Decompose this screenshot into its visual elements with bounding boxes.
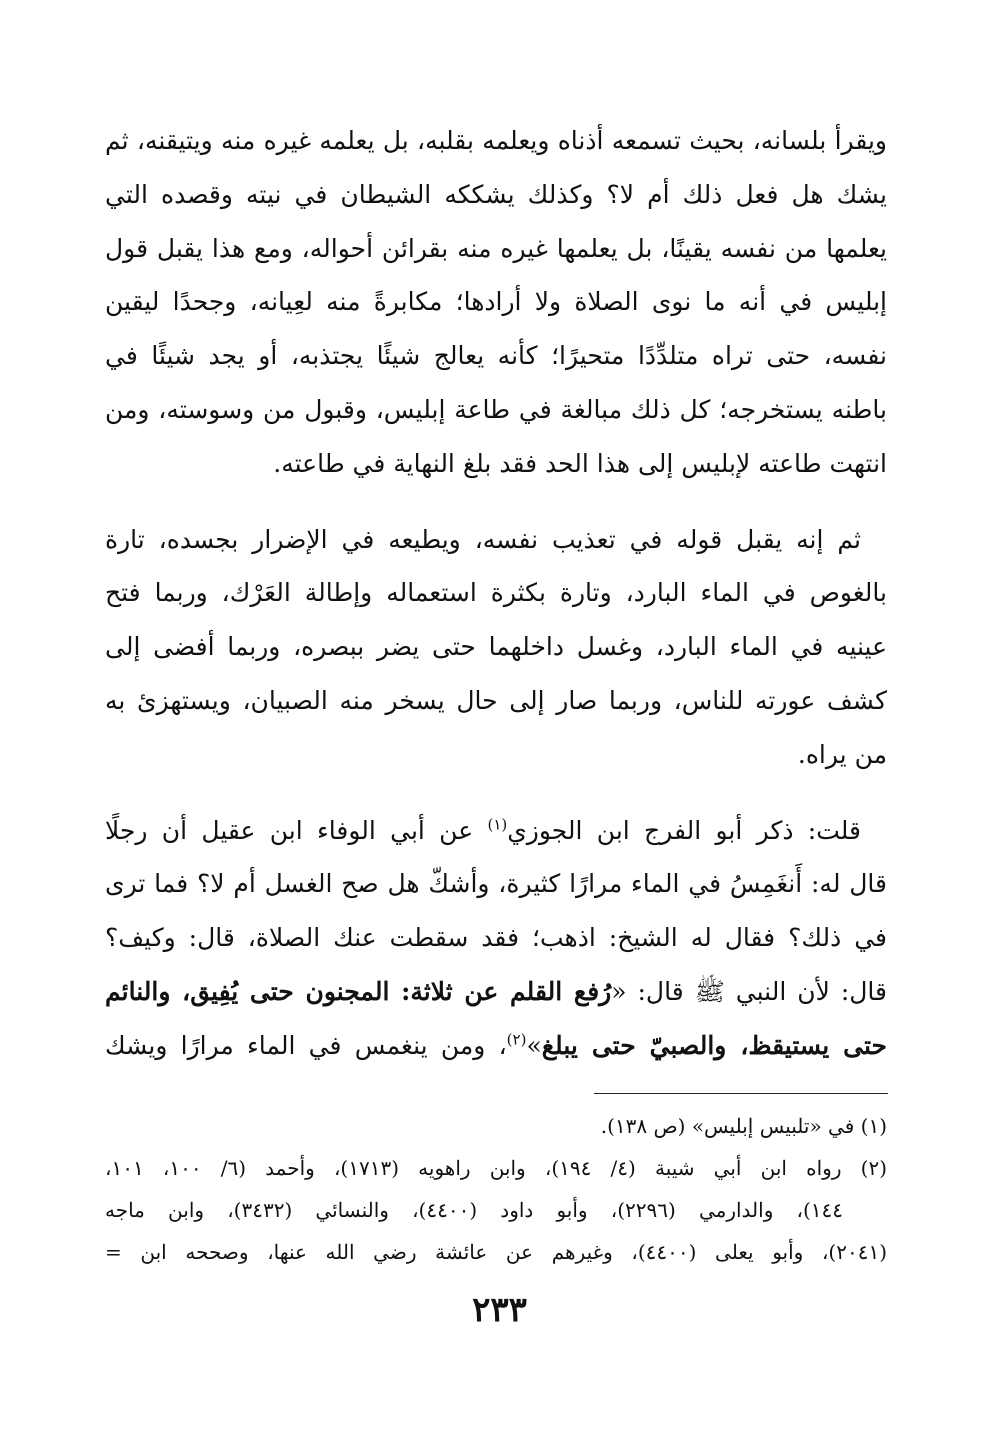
paragraph-gap — [105, 491, 887, 513]
text-line: نفسه، حتى تراه متلدِّدًا متحيرًا؛ كأنه يعالج شيئًا يجتذبه، أو يجد شيئًا في — [105, 341, 887, 371]
text-line: قال له: أَنغَمِسُ في الماء مرارًا كثيرة، وأشكّ هل صح الغسل أم لا؟ فما ترى — [105, 869, 887, 899]
text-line: يعلمها من نفسه يقينًا، بل يعلمها غيره منه بقرائن أحواله، ومع هذا يقبل قول — [105, 233, 887, 263]
footnote-divider — [594, 1093, 888, 1094]
text-segment: عن أبي الوفاء ابن عقيل أن رجلًا — [105, 815, 488, 845]
text-segment: قال: لأن النبي ﷺ قال: « — [611, 976, 887, 1006]
hadith-quote: رُفع القلم عن ثلاثة: المجنون حتى يُفِيق، والنائم — [105, 976, 612, 1006]
text-line — [105, 804, 887, 858]
footnotes — [105, 1105, 887, 1273]
text-line: باطنه يستخرجه؛ كل ذلك مبالغة في طاعة إبليس، وقبول من وسوسته، ومن — [105, 394, 887, 424]
paragraph-gap — [105, 782, 887, 804]
footnote-1: (١) في «تلبيس إبليس» (ص ١٣٨). — [600, 1114, 887, 1138]
text-line: من يراه. — [797, 739, 887, 769]
paragraph-1 — [105, 114, 887, 491]
text-segment: قلت: ذكر أبو الفرج ابن الجوزي — [507, 815, 862, 845]
text-line: ثم إنه يقبل قوله في تعذيب نفسه، ويطيعه في الإضرار بجسده، تارة — [105, 524, 861, 554]
footnote-ref-2[interactable]: (٢) — [506, 1030, 527, 1049]
text-line: بالغوص في الماء البارد، وتارة بكثرة استعماله وإطالة العَرْك، وربما فتح — [105, 578, 887, 608]
text-line: يشك هل فعل ذلك أم لا؟ وكذلك يشككه الشيطان في نيته وقصده التي — [105, 179, 887, 209]
paragraph-2 — [105, 513, 887, 782]
text-segment: ، ومن ينغمس في الماء مرارًا ويشك — [105, 1030, 507, 1060]
main-text — [105, 114, 887, 1073]
text-line — [105, 1019, 887, 1073]
hadith-quote: حتى يستيقظ، والصبيّ حتى يبلغ — [541, 1030, 887, 1060]
text-line: انتهت طاعته لإبليس إلى هذا الحد فقد بلغ النهاية في طاعته. — [273, 448, 887, 478]
footnote-2-line: (٢) رواه ابن أبي شيبة (٤/ ١٩٤)، وابن راهويه (١٧١٣)، وأحمد (٦/ ١٠٠، ١٠١، — [105, 1156, 888, 1180]
text-line: إبليس في أنه ما نوى الصلاة ولا أرادها؛ مكابرةً منه لعِيانه، وجحدًا ليقين — [105, 287, 887, 317]
page-number: ٢٣٣ — [472, 1290, 527, 1330]
text-line — [105, 965, 887, 1019]
text-line: في ذلك؟ فقال له الشيخ: اذهب؛ فقد سقطت عنك الصلاة، قال: وكيف؟ — [105, 923, 887, 953]
text-line: عينيه في الماء البارد، وغسل داخلهما حتى يضر ببصره، وربما أفضى إلى — [105, 632, 887, 662]
text-line: كشف عورته للناس، وربما صار إلى حال يسخر منه الصبيان، ويستهزئ به — [105, 685, 887, 715]
text-segment: » — [526, 1030, 542, 1060]
footnote-2-line: (٢٠٤١)، وأبو يعلى (٤٤٠٠)، وغيرهم عن عائشة رضي الله عنها، وصححه ابن = — [105, 1240, 887, 1264]
text-line: ويقرأ بلسانه، بحيث تسمعه أذناه ويعلمه بقلبه، بل يعلمه غيره منه ويتيقنه، ثم — [105, 126, 887, 155]
footnote-ref-1[interactable]: (١) — [487, 815, 508, 834]
footnote-2-line: ١٤٤)، والدارمي (٢٢٩٦)، وأبو داود (٤٤٠٠)، والنسائي (٣٤٣٢)، وابن ماجه — [105, 1198, 844, 1222]
paragraph-3 — [105, 804, 887, 1073]
